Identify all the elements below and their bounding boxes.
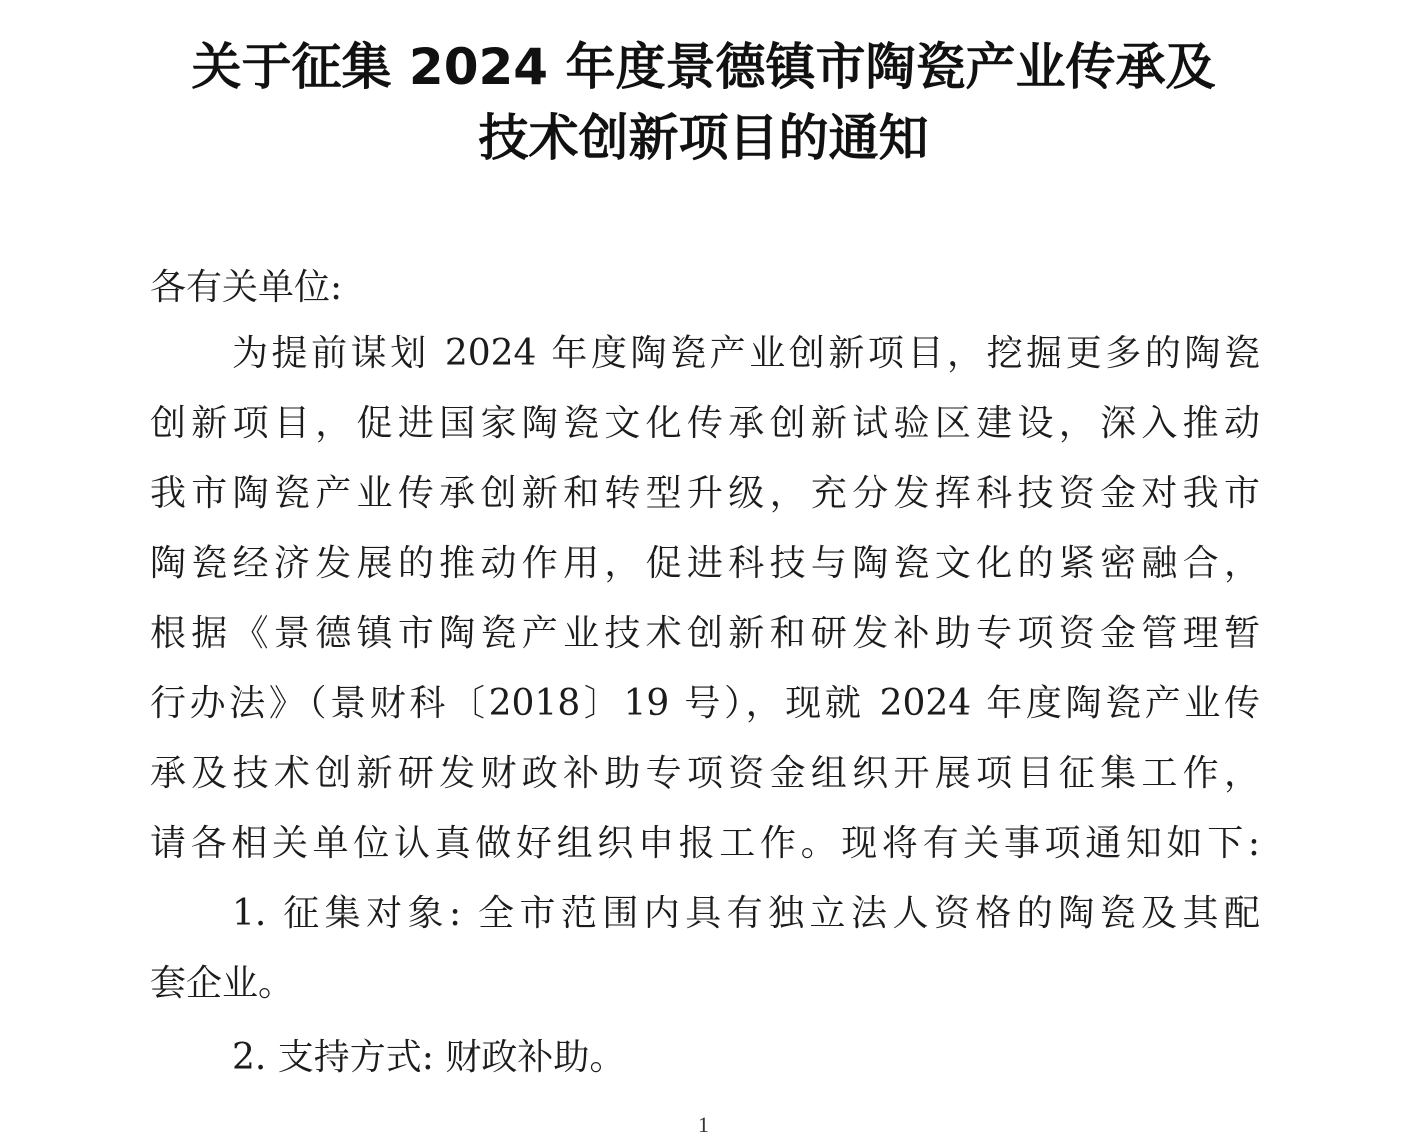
item-1-line-1: 1. 征集对象: 全市范围内具有独立法人资格的陶瓷及其配 xyxy=(232,893,1260,934)
document-title-line-2: 技术创新项目的通知 xyxy=(478,109,929,167)
document-title-line-1: 关于征集 2024 年度景德镇市陶瓷产业传承及 xyxy=(191,38,1216,96)
body-line-1: 为提前谋划 2024 年度陶瓷产业创新项目，挖掘更多的陶瓷 xyxy=(232,333,1260,374)
body-line-3: 我市陶瓷产业传承创新和转型升级，充分发挥科技资金对我市 xyxy=(150,473,1260,514)
item-2-line: 2. 支持方式: 财政补助。 xyxy=(232,1037,626,1078)
item-1-line-2: 套企业。 xyxy=(150,963,295,1004)
body-line-7: 承及技术创新研发财政补助专项资金组织开展项目征集工作， xyxy=(150,753,1260,794)
body-line-5: 根据《景德镇市陶瓷产业技术创新和研发补助专项资金管理暂 xyxy=(150,613,1260,654)
body-line-2: 创新项目，促进国家陶瓷文化传承创新试验区建设，深入推动 xyxy=(150,403,1260,444)
salutation: 各有关单位: xyxy=(150,267,343,308)
body-line-6: 行办法》（景财科〔2018〕19 号），现就 2024 年度陶瓷产业传 xyxy=(150,683,1260,724)
body-line-8: 请各相关单位认真做好组织申报工作。现将有关事项通知如下: xyxy=(150,823,1260,864)
page-number: 1 xyxy=(698,1112,709,1137)
body-line-4: 陶瓷经济发展的推动作用，促进科技与陶瓷文化的紧密融合， xyxy=(150,543,1260,584)
